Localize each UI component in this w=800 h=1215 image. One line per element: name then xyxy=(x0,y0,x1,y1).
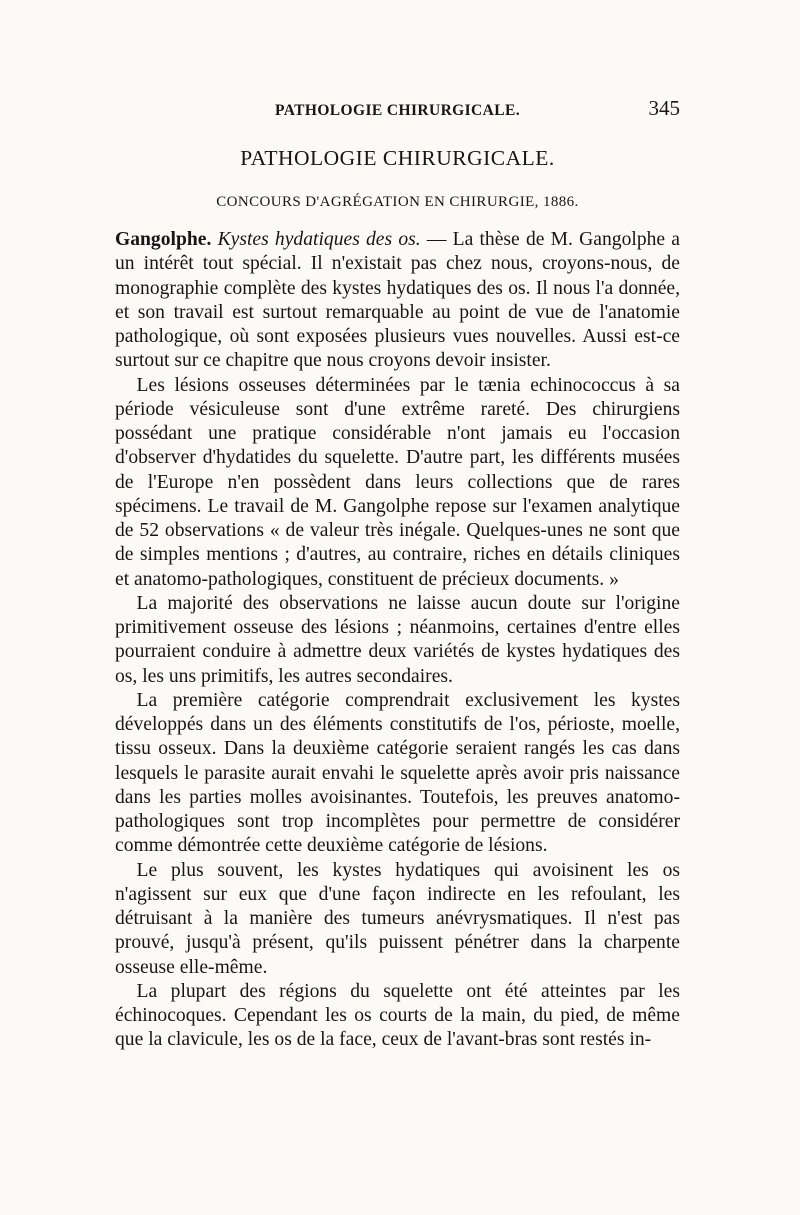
section-title: PATHOLOGIE CHIRURGICALE. xyxy=(240,146,555,170)
paragraph-5: Le plus souvent, les kystes hydatiques qui avoisinent les os n'agissent sur eux que d'une façon indirecte en les refoulant, les détruisant à la manière des tumeurs anévrysmatiques. Il n'est pas prouvé, jusqu'à présent, qu'ils puissent pénétrer dans la charpente osseuse elle-même. xyxy=(115,859,680,978)
section-subtitle: CONCOURS D'AGRÉGATION EN CHIRURGIE, 1886. xyxy=(216,194,579,210)
page-number: 345 xyxy=(648,96,680,120)
work-title: Kystes hydatiques des os. xyxy=(217,229,421,250)
paragraph-2: Les lésions osseuses déterminées par le tænia echinococcus à sa période vésiculeuse sont d'une extrême rareté. Des chirurgiens possédant une pratique considérable n'ont jamais eu l'occasion d'observer d'hydatides du squelette. D'autre part, les différents musées de l'Europe n'en possèdent dans leurs collections que de rares spécimens. Le travail de M. Gangolphe repose sur l'examen analytique de 52 observations « de valeur très inégale. Quelques-unes ne sont que de simples mentions ; d'autres, au contraire, riches en détails cliniques et anatomo-pathologiques, constituent de précieux documents. » xyxy=(115,374,680,590)
paragraph-1 xyxy=(115,228,680,374)
body-text xyxy=(115,228,680,1053)
paragraph-text: — La thèse de M. Gangolphe a un intérêt tout spécial. Il n'existait pas chez nous, croyons-nous, de monographie complète des kystes hydatiques des os. Il nous l'a donnée, et son travail est surtout remarquable au point de vue de l'anatomie pathologique, où sont exposées plusieurs vues nouvelles. Aussi est-ce surtout sur ce chapitre que nous croyons devoir insister. xyxy=(115,229,681,372)
paragraph-3: La majorité des observations ne laisse aucun doute sur l'origine primitivement osseuse des lésions ; néanmoins, certaines d'entre elles pourraient conduire à admettre deux variétés de kystes hydatiques des os, les uns primitifs, les autres secondaires. xyxy=(115,592,680,687)
running-title: PATHOLOGIE CHIRURGICALE. xyxy=(275,102,520,119)
paragraph-4: La première catégorie comprendrait exclusivement les kystes développés dans un des éléments constitutifs de l'os, périoste, moelle, tissu osseux. Dans la deuxième catégorie seraient rangés les cas dans lesquels le parasite aurait envahi le squelette après avoir pris naissance dans les parties molles avoisinantes. Toutefois, les preuves anatomo-pathologiques sont trop incomplètes pour permettre de considérer comme démontrée cette deuxième catégorie de lésions. xyxy=(115,689,680,857)
running-head xyxy=(115,96,680,126)
paragraph-6: La plupart des régions du squelette ont été atteintes par les échinocoques. Cependant les os courts de la main, du pied, de même que la clavicule, les os de la face, ceux de l'avant-bras sont restés in- xyxy=(115,980,680,1051)
author-name: Gangolphe. xyxy=(115,229,212,250)
